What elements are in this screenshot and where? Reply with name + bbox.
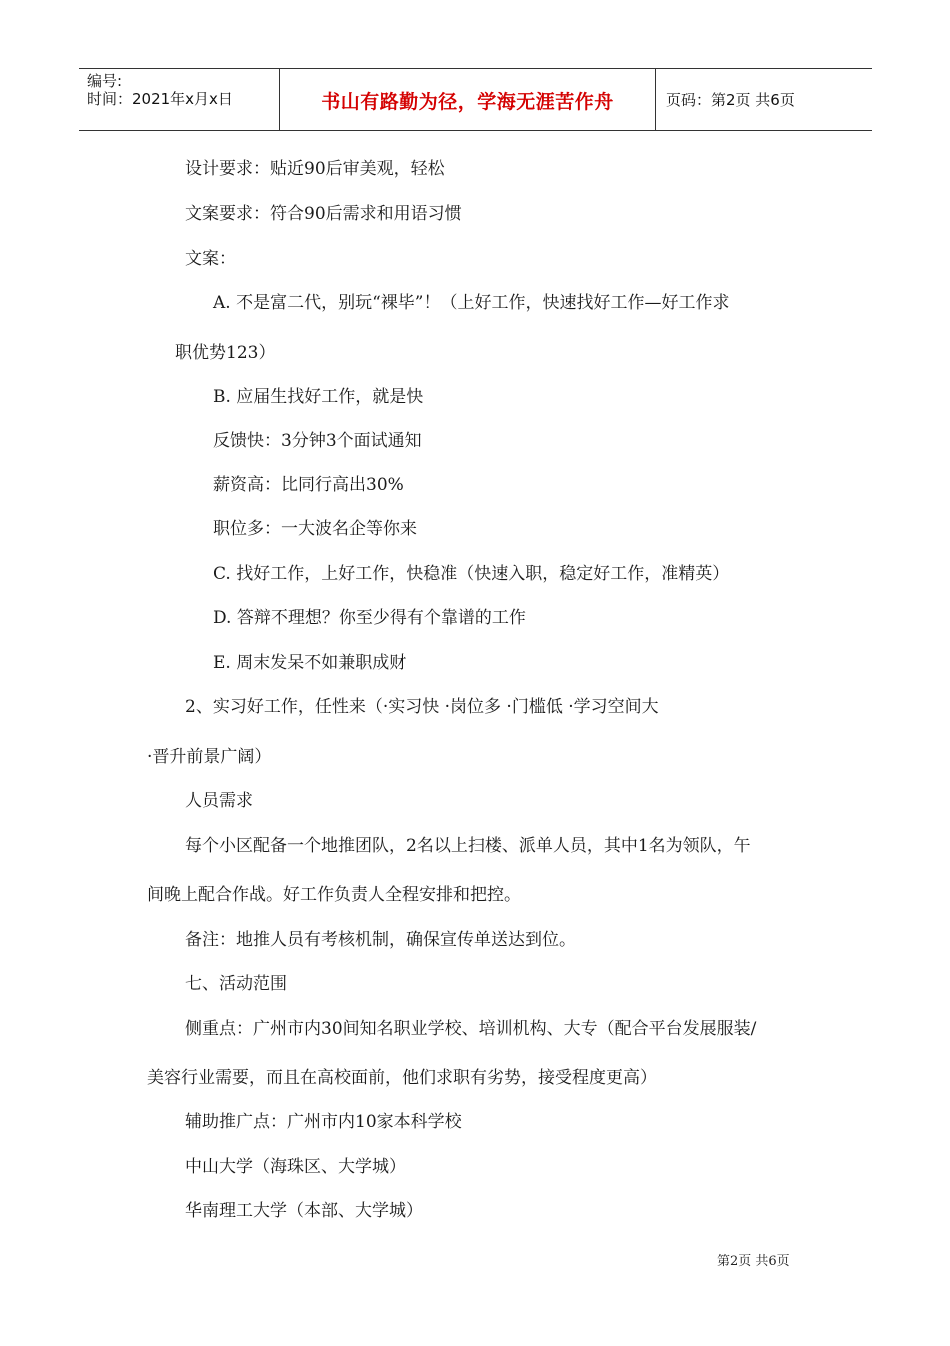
copy-option-a-line-1: A. 不是富二代，别玩“裸毕”！（上好工作，快速找好工作—好工作求 xyxy=(213,293,730,313)
focus-point-line-1: 侧重点：广州市内30间知名职业学校、培训机构、大专（配合平台发展服装/ xyxy=(185,1019,757,1039)
positions-many-line: 职位多：一大波名企等你来 xyxy=(213,519,417,539)
university-line-2: 华南理工大学（本部、大学城） xyxy=(185,1201,423,1221)
footer-page-number: 第2页 共6页 xyxy=(717,1254,790,1269)
page-header xyxy=(79,68,872,131)
document-time-label: 时间：2021年x月x日 xyxy=(87,90,233,108)
document-code-label: 编号: xyxy=(87,72,123,90)
copy-option-c: C. 找好工作，上好工作，快稳准（快速入职，稳定好工作，准精英） xyxy=(213,564,730,584)
header-motto-cell xyxy=(280,69,656,130)
header-page-cell xyxy=(656,69,872,130)
copy-option-e: E. 周末发呆不如兼职成财 xyxy=(213,653,407,673)
staffing-line-2: 间晚上配合作战。好工作负责人全程安排和把控。 xyxy=(147,885,521,905)
copy-heading: 文案： xyxy=(185,249,236,269)
copy-requirement-line: 文案要求：符合90后需求和用语习惯 xyxy=(185,204,462,224)
staffing-line-1: 每个小区配备一个地推团队，2名以上扫楼、派单人员，其中1名为领队，午 xyxy=(185,836,751,856)
copy-option-d: D. 答辩不理想？你至少得有个靠谱的工作 xyxy=(213,608,526,628)
copy-option-b: B. 应届生找好工作，就是快 xyxy=(213,387,424,407)
header-page-number: 页码：第2页 共6页 xyxy=(666,91,795,109)
university-line-1: 中山大学（海珠区、大学城） xyxy=(185,1157,406,1177)
auxiliary-point-line: 辅助推广点：广州市内10家本科学校 xyxy=(185,1112,462,1132)
header-meta-cell xyxy=(79,69,280,130)
activity-scope-heading: 七、活动范围 xyxy=(185,974,287,994)
copy-option-a-line-2: 职优势123） xyxy=(175,343,276,363)
internship-line-2: ·晋升前景广阔） xyxy=(147,747,272,767)
focus-point-line-2: 美容行业需要，而且在高校面前，他们求职有劣势，接受程度更高） xyxy=(147,1068,657,1088)
staffing-heading: 人员需求 xyxy=(185,791,253,811)
header-motto: 书山有路勤为径，学海无涯苦作舟 xyxy=(321,91,614,113)
design-requirement-line: 设计要求：贴近90后审美观，轻松 xyxy=(185,159,445,179)
feedback-fast-line: 反馈快：3分钟3个面试通知 xyxy=(213,431,422,451)
salary-high-line: 薪资高：比同行高出30% xyxy=(213,475,404,495)
remark-line: 备注：地推人员有考核机制，确保宣传单送达到位。 xyxy=(185,930,576,950)
internship-line-1: 2、实习好工作，任性来（·实习快 ·岗位多 ·门槛低 ·学习空间大 xyxy=(185,697,659,717)
